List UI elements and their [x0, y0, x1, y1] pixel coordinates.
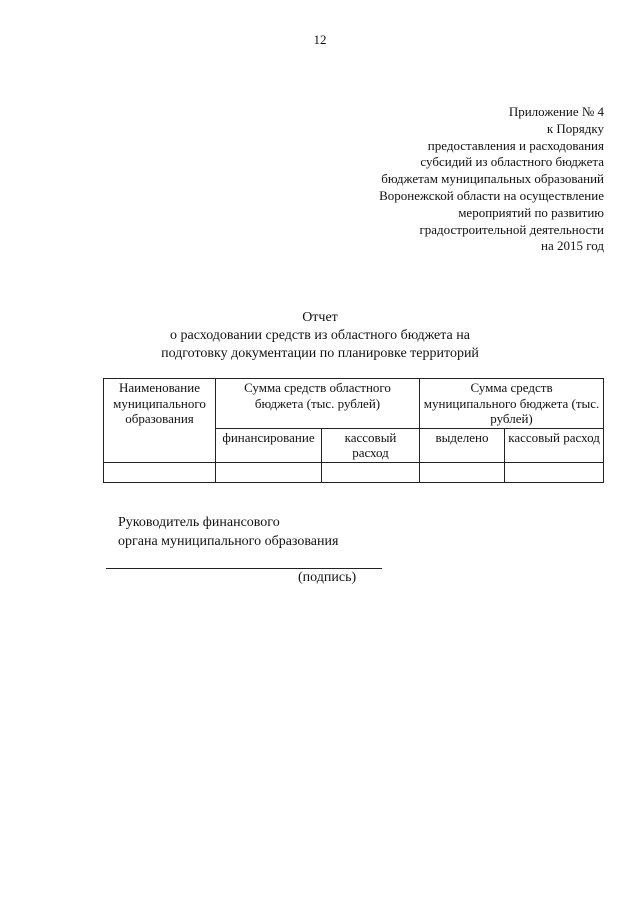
header-financing: финансирование: [216, 428, 322, 462]
table-header-row: [104, 379, 604, 429]
page-number: 12: [313, 32, 327, 47]
appendix-line: мероприятий по развитию: [458, 204, 604, 220]
signature-underline: [106, 568, 382, 569]
header-municipal-budget: Сумма средств муниципального бюджета (тыс. рублей): [420, 379, 604, 429]
report-heading: [0, 309, 640, 363]
appendix-line: на 2015 год: [541, 238, 604, 254]
signature-line-2: органа муниципального образования: [118, 533, 339, 549]
signature-line-1: Руководитель финансового: [118, 515, 280, 530]
appendix-line: предоставления и расходования: [427, 137, 604, 153]
expense-report-table: [103, 378, 604, 483]
report-title: Отчет: [302, 310, 338, 325]
table-cell: [505, 462, 604, 482]
table-cell: [420, 462, 505, 482]
signature-block: [118, 514, 338, 551]
header-regional-budget: Сумма средств областного бюджета (тыс. рублей): [216, 379, 420, 429]
header-cash-expense-municipal: кассовый расход: [505, 428, 604, 462]
appendix-line: к Порядку: [546, 120, 604, 136]
appendix-line: градостроительной деятельности: [419, 221, 604, 237]
table-cell: [216, 462, 322, 482]
appendix-line: Приложение № 4: [508, 104, 604, 119]
table-cell: [322, 462, 420, 482]
table-row: [104, 462, 604, 482]
appendix-line: субсидий из областного бюджета: [420, 154, 604, 170]
table-cell: [104, 462, 216, 482]
appendix-block: [284, 104, 604, 255]
header-cash-expense-regional: кассовый расход: [322, 428, 420, 462]
report-subtitle-line: о расходовании средств из областного бюджета на: [170, 328, 470, 343]
header-allocated: выделено: [420, 428, 505, 462]
report-subtitle-line: подготовку документации по планировке территорий: [161, 346, 479, 361]
header-municipality: Наименование муниципального образования: [104, 379, 216, 463]
appendix-line: бюджетам муниципальных образований: [381, 171, 604, 187]
appendix-line: Воронежской области на осуществление: [379, 187, 604, 203]
signature-caption: (подпись): [298, 570, 357, 585]
